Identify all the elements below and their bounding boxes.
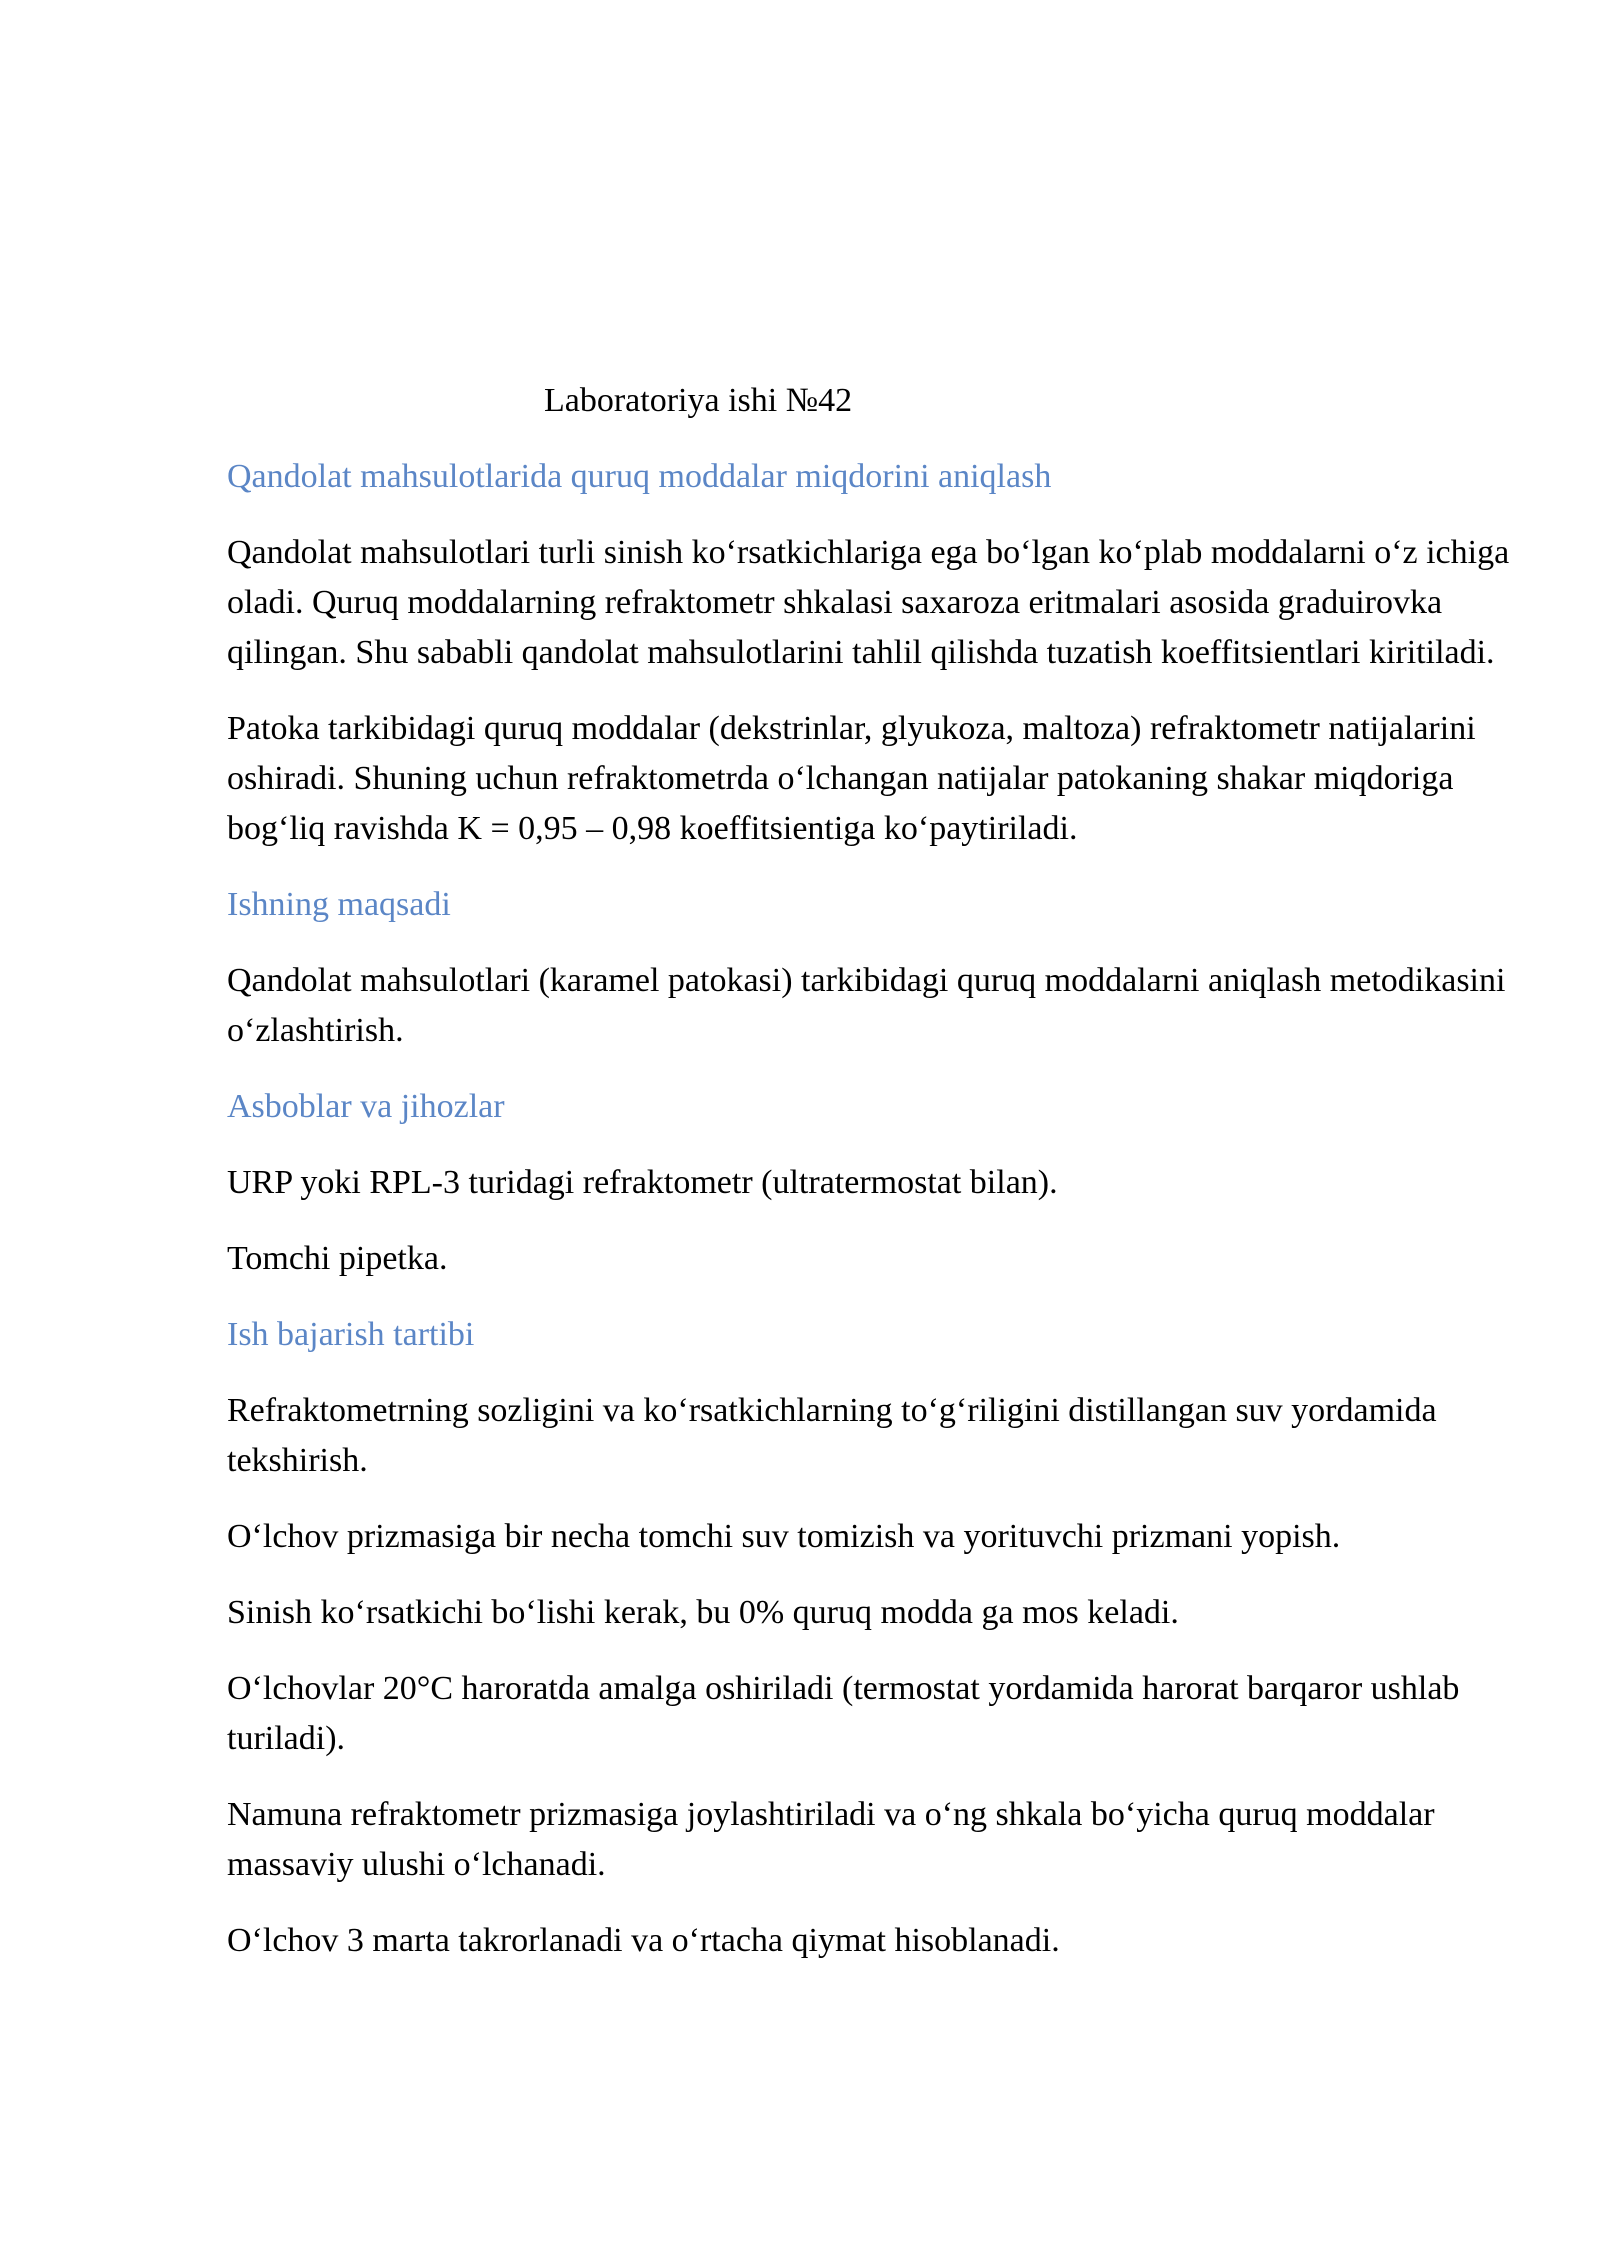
section-heading-goal: Ishning maqsadi: [227, 886, 451, 923]
equipment-item-1: URP yoki RPL-3 turidagi refraktometr (ultratermostat bilan).: [227, 1164, 1058, 1201]
section-heading-procedure: Ish bajarish tartibi: [227, 1316, 475, 1353]
document-body: [227, 376, 1527, 1966]
document-title: Laboratoriya ishi №42: [544, 382, 853, 419]
procedure-step-3: Sinish koʻrsatkichi boʻlishi kerak, bu 0% quruq modda ga mos keladi.: [227, 1594, 1179, 1631]
equipment-item-2: Tomchi pipetka.: [227, 1240, 448, 1277]
procedure-step-1: Refraktometrning sozligini va koʻrsatkichlarning toʻgʻriligini distillangan suv yordamida tekshirish.: [227, 1392, 1437, 1479]
procedure-step-6: Oʻlchov 3 marta takrorlanadi va oʻrtacha qiymat hisoblanadi.: [227, 1922, 1060, 1959]
section-heading-main: Qandolat mahsulotlarida quruq moddalar miqdorini aniqlash: [227, 458, 1052, 495]
procedure-step-2: Oʻlchov prizmasiga bir necha tomchi suv tomizish va yorituvchi prizmani yopish.: [227, 1518, 1341, 1555]
section-heading-equipment: Asboblar va jihozlar: [227, 1088, 505, 1125]
intro-paragraph-2: Patoka tarkibidagi quruq moddalar (dekstrinlar, glyukoza, maltoza) refraktometr natijalarini oshiradi. Shuning uchun refraktometrda oʻlchangan natijalar patokaning shakar miqdoriga bogʻliq ravishda K = 0,95 – 0,98 koeffitsientiga koʻpaytiriladi.: [227, 710, 1476, 847]
procedure-step-4: Oʻlchovlar 20°C haroratda amalga oshiriladi (termostat yordamida harorat barqaror ushlab turiladi).: [227, 1670, 1460, 1757]
goal-paragraph: Qandolat mahsulotlari (karamel patokasi) tarkibidagi quruq moddalarni aniqlash metodikasini oʻzlashtirish.: [227, 962, 1506, 1049]
procedure-step-5: Namuna refraktometr prizmasiga joylashtiriladi va oʻng shkala boʻyicha quruq moddalar massaviy ulushi oʻlchanadi.: [227, 1796, 1435, 1883]
intro-paragraph-1: Qandolat mahsulotlari turli sinish koʻrsatkichlariga ega boʻlgan koʻplab moddalarni oʻz ichiga oladi. Quruq moddalarning refraktometr shkalasi saxaroza eritmalari asosida graduirovka qilingan. Shu sababli qandolat mahsulotlarini tahlil qilishda tuzatish koeffitsientlari kiritiladi.: [227, 534, 1510, 671]
